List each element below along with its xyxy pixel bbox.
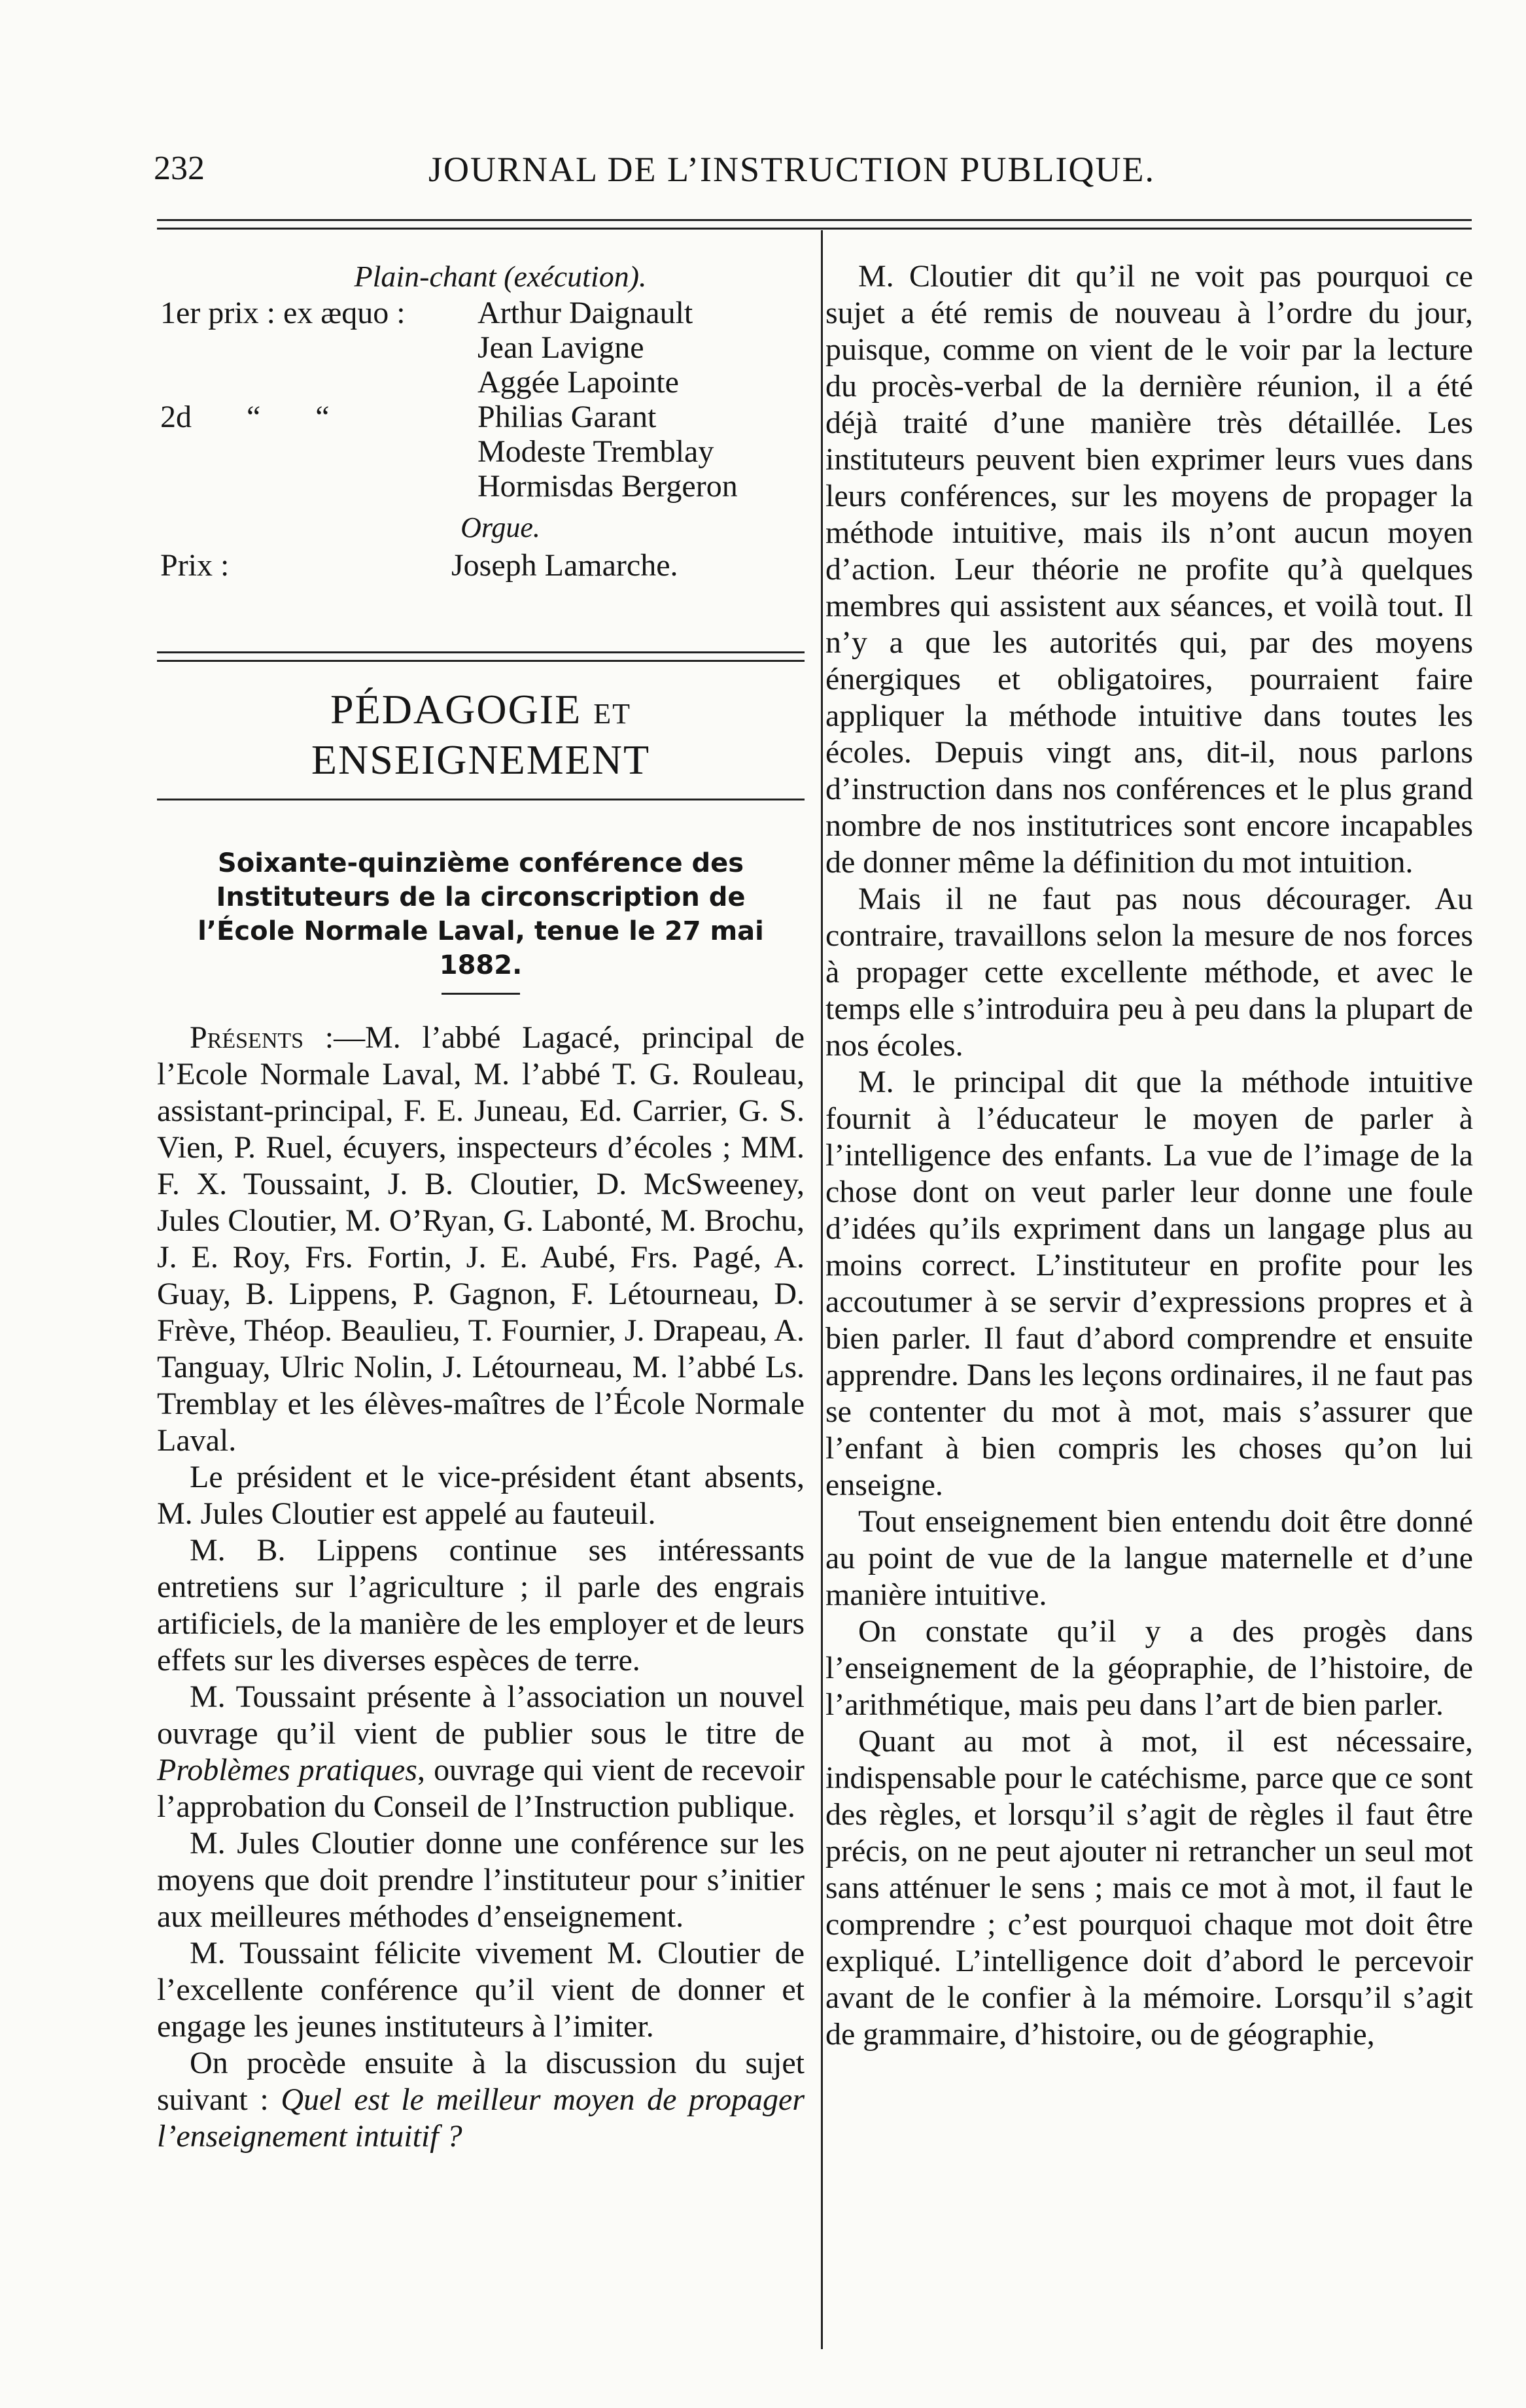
body-text: M. Toussaint présente à l’association un nouvel ouvrage qu’il vient de publier sous le titre de [157, 1679, 805, 1751]
column-divider [821, 230, 823, 2349]
body-paragraph [157, 2045, 805, 2155]
right-column [825, 258, 1473, 2053]
prize-label: 1er prix : ex æquo : [160, 296, 406, 330]
section-rule [157, 651, 805, 662]
page-header [154, 149, 1177, 201]
title-rule [442, 993, 520, 995]
prize-line [157, 399, 805, 434]
journal-title: JOURNAL DE L’INSTRUCTION PUBLIQUE. [428, 150, 1155, 189]
page-number: 232 [154, 150, 205, 187]
body-text: On procède ensuite à la discussion du sujet suivant : [157, 2046, 805, 2117]
prize-line [157, 295, 805, 330]
presents-text: :—M. l’abbé Lagacé, principal de l’Ecole Normale Laval, M. l’abbé T. G. Rouleau, assistant-principal, F. E. Juneau, Ed. Carrier, G. S. Vien, P. Ruel, écuyers, inspecteurs d’écoles ; MM. F. X. Toussaint, J. B. Cloutier, D. McSweeney, Jules Cloutier, M. O’Ryan, G. Labonté, M. Brochu, J. E. Roy, Frs. Fortin, J. E. Aubé, Frs. Pagé, A. Guay, B. Lippens, P. Gagnon, F. Létourneau, D. Frève, Théop. Beaulieu, T. Fournier, J. Drapeau, A. Tanguay, Ulric Nolin, J. Létourneau, M. l’abbé Ls. Tremblay et les élèves-maîtres de l’École Normale Laval. [157, 1020, 805, 1458]
prize-winner: Aggée Lapointe [477, 365, 679, 400]
prize-winner: Hormisdas Bergeron [477, 469, 738, 504]
body-paragraph: M. Toussaint félicite vivement M. Cloutier de l’excellente conférence qu’il vient de donner et engage les jeunes instituteurs à l’imiter. [157, 1936, 805, 2044]
body-paragraph: M. le principal dit que la méthode intuitive fournit à l’éducateur le moyen de parler à l’intelligence des enfants. La vue de l’image de la chose dont on veut parler leur donne une foule d’idées qu’ils expriment dans un langage plus au moins correct. L’instituteur en profite pour les accoutumer à se servir d’expressions propres et à bien parler. Il faut d’abord comprendre et ensuite apprendre. Dans les leçons ordinaires, il ne faut pas se contenter du mot à mot, mais s’assurer que l’enfant à bien compris les choses qu’on lui enseigne. [825, 1065, 1473, 1502]
body-paragraph [157, 1679, 805, 1825]
body-paragraph: Le président et le vice-président étant absents, M. Jules Cloutier est appelé au fauteuil. [157, 1460, 805, 1531]
book-title: Problèmes pratiques [157, 1753, 417, 1787]
organ-prize-line [157, 547, 805, 582]
body-paragraph: M. Jules Cloutier donne une conférence sur les moyens que doit prendre l’instituteur pour s’initier aux meilleures méthodes d’enseignement. [157, 1826, 805, 1934]
presents-paragraph [157, 1020, 805, 1459]
body-paragraph: Mais il ne faut pas nous décourager. Au contraire, travaillons selon la mesure de nos forces à propager cette excellente méthode, et avec le temps elle s’introduira peu à peu dans la plupart de nos écoles. [825, 882, 1473, 1063]
body-paragraph: M. B. Lippens continue ses intéressants entretiens sur l’agriculture ; il parle des engrais artificiels, de la manière de les employer et de leurs effets sur les diverses espèces de terre. [157, 1533, 805, 1677]
presents-label: Présents [190, 1020, 304, 1055]
left-column [157, 258, 805, 582]
conference-title: Soixante-quinzième conférence des Instituteurs de la circonscription de l’École Normale Laval, tenue le 27 mai 1882. [198, 848, 764, 980]
section-heading-part: ENSEIGNEMENT [311, 736, 651, 783]
prize-line [157, 364, 805, 399]
section-heading-rule [157, 799, 805, 800]
plainchant-heading: Plain-chant (exécution). [354, 260, 647, 293]
section-heading-et: ET [593, 698, 631, 730]
prize-label: Prix : [160, 548, 230, 583]
body-paragraph: M. Cloutier dit qu’il ne voit pas pourquoi ce sujet a été remis de nouveau à l’ordre du jour, puisque, comme on vient de le voir par la lecture du procès-verbal de la dernière réunion, il a été déjà traité d’une manière très détaillée. Les instituteurs peuvent bien exprimer leurs vues dans leurs conférences, sur les moyens de propager la méthode intuitive, mais ils n’ont aucun moyen d’action. Leur théorie ne profite qu’à quelques membres qui assistent aux séances, et voilà tout. Il n’y a que les autorités qui, par des moyens énergiques et obligatoires, pourraient faire appliquer la méthode intuitive dans toutes les écoles. Depuis vingt ans, dit-il, nous parlons d’instruction dans nos conférences et le plus grand nombre de nos institutrices sont encore incapables de donner même la définition du mot intuition. [825, 259, 1473, 880]
body-paragraph: Tout enseignement bien entendu doit être donné au point de vue de la langue maternelle et d’une manière intuitive. [825, 1504, 1473, 1612]
prize-winner: Arthur Daignault [477, 296, 693, 330]
body-paragraph: Quant au mot à mot, il est nécessaire, indispensable pour le catéchisme, parce que ce sont des règles, et lorsqu’il s’agit de règles il faut être précis, on ne peut ajouter ni retrancher un seul mot sans atténuer le sens ; mais ce mot à mot, il faut le comprendre ; c’est pourquoi chaque mot doit être expliqué. L’intelligence doit d’abord le percevoir avant de le confier à la mémoire. Lorsqu’il s’agit de grammaire, d’histoire, ou de géographie, [825, 1724, 1473, 2052]
prize-line [157, 468, 805, 503]
prize-winner: Modeste Tremblay [477, 434, 714, 469]
prize-line [157, 330, 805, 364]
header-rule [157, 219, 1472, 230]
prize-label: 2d “ “ [160, 400, 330, 434]
discussion-question: Quel est le meilleur moyen de propager l’enseignement intuitif ? [157, 2082, 805, 2154]
prize-winner: Jean Lavigne [477, 330, 644, 365]
prize-line [157, 434, 805, 468]
left-column-lower [157, 667, 805, 2155]
prize-winner: Philias Garant [477, 400, 657, 434]
section-heading [157, 687, 805, 783]
body-paragraph: On constate qu’il y a des progès dans l’enseignement de la géopraphie, de l’histoire, de l’arithmétique, mais peu dans l’art de bien parler. [825, 1614, 1473, 1722]
body-text: , ouvrage qui vient de recevoir l’approbation du Conseil de l’Instruction publique. [157, 1753, 805, 1824]
section-heading-part: PÉDAGOGIE [330, 686, 594, 732]
organ-heading: Orgue. [460, 511, 540, 543]
prize-winner: Joseph Lamarche. [451, 548, 678, 583]
